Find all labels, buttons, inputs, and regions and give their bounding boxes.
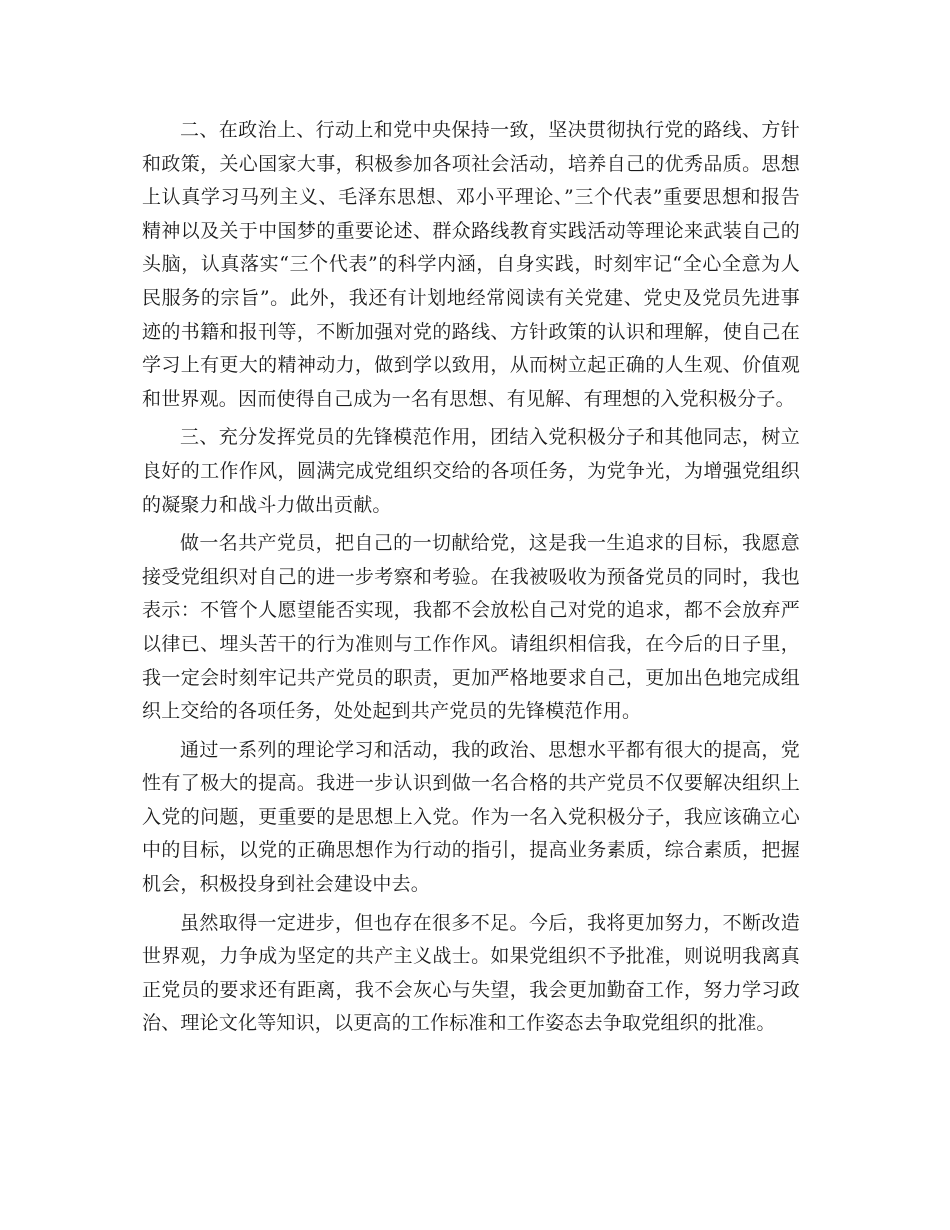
paragraph-shortcomings: 虽然取得一定进步，但也存在很多不足。今后，我将更加努力，不断改造世界观，力争成为坚定的共产主义战士。如果党组织不予批准，则说明我离真正党员的要求还有距离，我不会灰心与失望，我会更加勤奋工作，努力学习政治、理论文化等知识，以更高的工作标准和工作姿态去争取党组织的批准。 [142, 911, 800, 1035]
paragraph-vanguard-role: 三、充分发挥党员的先锋模范作用，团结入党积极分子和其他同志，树立良好的工作作风，圆满完成党组织交给的各项任务，为党争光，为增强党组织的凝聚力和战斗力做出贡献。 [142, 426, 800, 516]
paragraph-improvement: 通过一系列的理论学习和活动，我的政治、思想水平都有很大的提高，党性有了极大的提高。我进一步认识到做一名合格的共产党员不仅要解决组织上入党的问题，更重要的是思想上入党。作为一名入党积极分子，我应该确立心中的目标，以党的正确思想作为行动的指引，提高业务素质，综合素质，把握机会，积极投身到社会建设中去。 [142, 738, 800, 896]
paragraph-commitment: 做一名共产党员，把自己的一切献给党，这是我一生追求的目标，我愿意接受党组织对自己的进一步考察和考验。在我被吸收为预备党员的同时，我也表示：不管个人愿望能否实现，我都不会放松自己对党的追求，都不会放弃严以律已、埋头苦干的行为准则与工作作风。请组织相信我，在今后的日子里，我一定会时刻牢记共产党员的职责，更加严格地要求自己，更加出色地完成组织上交给的各项任务，处处起到共产党员的先锋模范作用。 [142, 532, 800, 723]
paragraph-political-alignment: 二、在政治上、行动上和党中央保持一致，坚决贯彻执行党的路线、方针和政策，关心国家大事，积极参加各项社会活动，培养自己的优秀品质。思想上认真学习马列主义、毛泽东思想、邓小平理论、”三个代表”重要思想和报告精神以及关于中国梦的重要论述、群众路线教育实践活动等理论来武装自己的头脑，认真落实“三个代表”的科学内涵，自身实践，时刻牢记“全心全意为人民服务的宗旨”。此外，我还有计划地经常阅读有关党建、党史及党员先进事迹的书籍和报刊等，不断加强对党的路线、方针政策的认识和理解，使自己在学习上有更大的精神动力，做到学以致用，从而树立起正确的人生观、价值观和世界观。因而使得自己成为一名有思想、有见解、有理想的入党积极分子。 [142, 119, 800, 410]
